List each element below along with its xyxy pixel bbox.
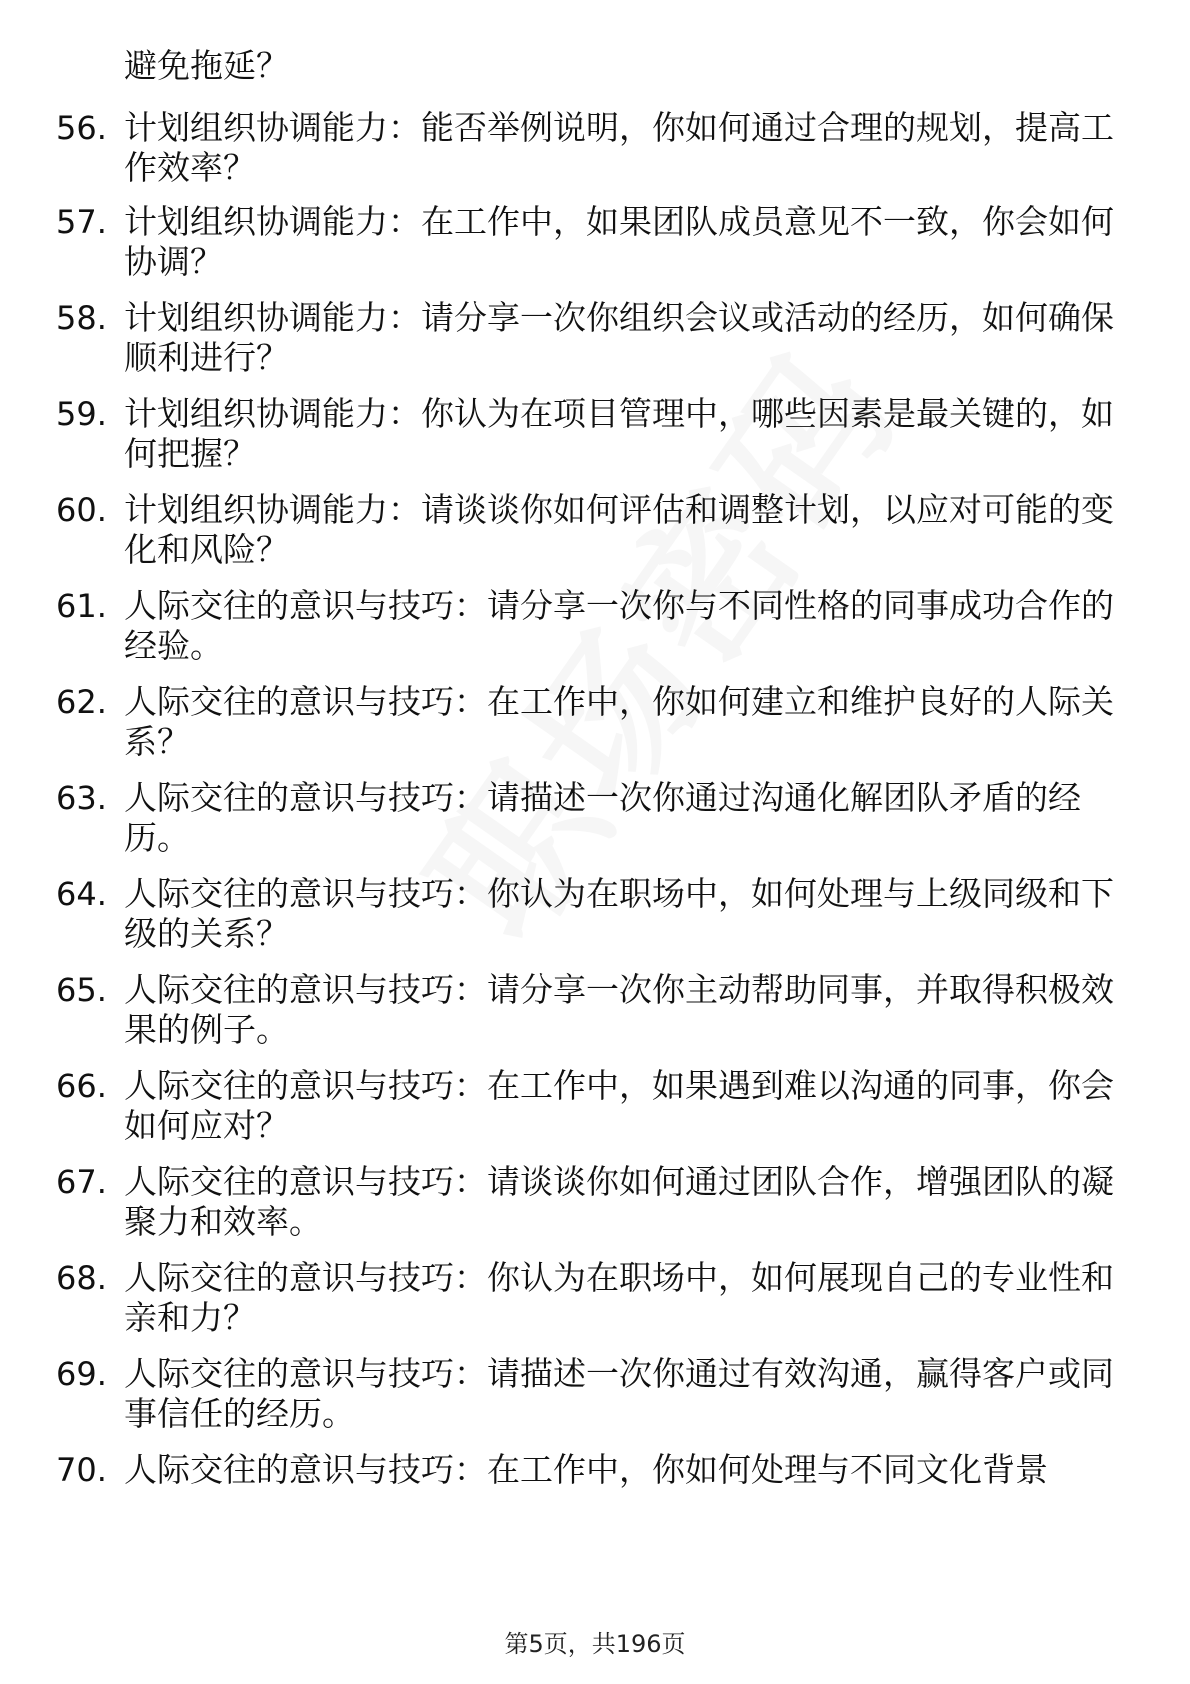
- question-number: 65.: [56, 971, 107, 1009]
- question-item: [0, 394, 1190, 478]
- question-number: 69.: [56, 1355, 107, 1393]
- question-item: [0, 682, 1190, 766]
- question-text: 人际交往的意识与技巧：在工作中，如果遇到难以沟通的同事，你会如何应对？: [124, 1066, 1114, 1145]
- question-text: 计划组织协调能力：请分享一次你组织会议或活动的经历，如何确保顺利进行？: [124, 298, 1114, 377]
- question-number: 67.: [56, 1163, 107, 1201]
- question-item: [0, 202, 1190, 286]
- question-number: 61.: [56, 587, 107, 625]
- question-number: 64.: [56, 875, 107, 913]
- question-number: 66.: [56, 1067, 107, 1105]
- question-item: [0, 1450, 1190, 1534]
- question-text: 人际交往的意识与技巧：在工作中，你如何建立和维护良好的人际关系？: [124, 682, 1114, 761]
- question-item: [0, 298, 1190, 382]
- question-text: 计划组织协调能力：能否举例说明，你如何通过合理的规划，提高工作效率？: [124, 108, 1114, 187]
- question-text: 计划组织协调能力：在工作中，如果团队成员意见不一致，你会如何协调？: [124, 202, 1114, 281]
- question-number: 62.: [56, 683, 107, 721]
- question-text: 人际交往的意识与技巧：请描述一次你通过有效沟通，赢得客户或同事信任的经历。: [124, 1354, 1114, 1433]
- question-number: 70.: [56, 1451, 107, 1489]
- question-item: [0, 1162, 1190, 1246]
- question-text: 人际交往的意识与技巧：请谈谈你如何通过团队合作，增强团队的凝聚力和效率。: [124, 1162, 1114, 1241]
- question-item: [0, 1354, 1190, 1438]
- question-item: [0, 1066, 1190, 1150]
- question-number: 63.: [56, 779, 107, 817]
- question-number: 68.: [56, 1259, 107, 1297]
- question-text: 计划组织协调能力：你认为在项目管理中，哪些因素是最关键的，如何把握？: [124, 394, 1114, 473]
- question-number: 56.: [56, 109, 107, 147]
- question-item: [0, 586, 1190, 670]
- question-text: 人际交往的意识与技巧：在工作中，你如何处理与不同文化背景: [124, 1450, 1048, 1489]
- question-text: 人际交往的意识与技巧：请描述一次你通过沟通化解团队矛盾的经历。: [124, 778, 1081, 857]
- question-number: 60.: [56, 491, 107, 529]
- page-footer: 第5页，共196页: [504, 1630, 686, 1658]
- question-text: 人际交往的意识与技巧：请分享一次你主动帮助同事，并取得积极效果的例子。: [124, 970, 1114, 1049]
- question-number: 58.: [56, 299, 107, 337]
- question-item: [0, 778, 1190, 862]
- continuation-text: 避免拖延？: [124, 46, 289, 85]
- question-number: 59.: [56, 395, 107, 433]
- question-item: [0, 1258, 1190, 1342]
- question-item: [0, 108, 1190, 192]
- question-text: 计划组织协调能力：请谈谈你如何评估和调整计划，以应对可能的变化和风险？: [124, 490, 1114, 569]
- question-number: 57.: [56, 203, 107, 241]
- question-item: [0, 490, 1190, 574]
- question-item: [0, 874, 1190, 958]
- question-text: 人际交往的意识与技巧：你认为在职场中，如何展现自己的专业性和亲和力？: [124, 1258, 1114, 1337]
- question-item: [0, 970, 1190, 1054]
- question-text: 人际交往的意识与技巧：请分享一次你与不同性格的同事成功合作的经验。: [124, 586, 1114, 665]
- question-text: 人际交往的意识与技巧：你认为在职场中，如何处理与上级同级和下级的关系？: [124, 874, 1114, 953]
